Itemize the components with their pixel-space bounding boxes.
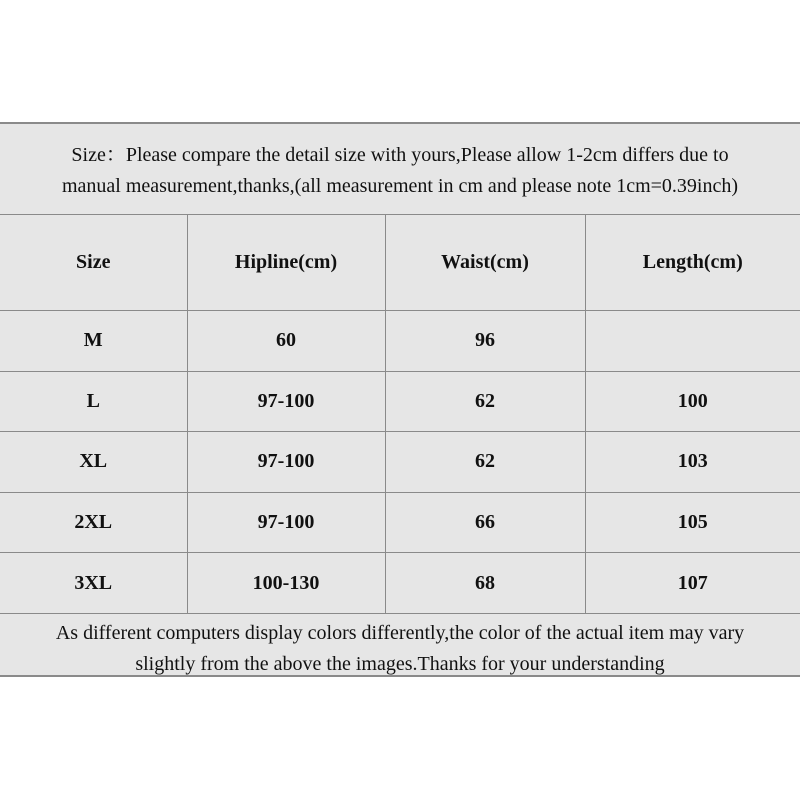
- cell-hipline: 97-100: [187, 432, 385, 493]
- cell-hipline: 60: [187, 311, 385, 372]
- cell-size: L: [0, 371, 187, 432]
- table-row: [0, 311, 800, 372]
- header-size: Size: [0, 215, 187, 311]
- cell-hipline: 97-100: [187, 492, 385, 553]
- size-note: [0, 140, 800, 202]
- cell-size: 3XL: [0, 553, 187, 614]
- table-row: [0, 371, 800, 432]
- cell-waist: 62: [385, 371, 585, 432]
- cell-size: M: [0, 311, 187, 372]
- color-disclaimer-line-1: As different computers display colors differently,the color of the actual item may vary: [55, 622, 745, 644]
- cell-length: 105: [585, 492, 800, 553]
- cell-length: 103: [585, 432, 800, 493]
- header-length: Length(cm): [585, 215, 800, 311]
- table-row: [0, 553, 800, 614]
- color-disclaimer: [0, 618, 800, 680]
- cell-hipline: 100-130: [187, 553, 385, 614]
- cell-waist: 96: [385, 311, 585, 372]
- cell-waist: 66: [385, 492, 585, 553]
- cell-hipline: 97-100: [187, 371, 385, 432]
- color-disclaimer-line-2: slightly from the above the images.Thanks for your understanding: [135, 653, 665, 675]
- cell-length: 100: [585, 371, 800, 432]
- cell-length: 107: [585, 553, 800, 614]
- cell-waist: 62: [385, 432, 585, 493]
- size-note-line-1: Size：Please compare the detail size with yours,Please allow 1-2cm differs due to: [71, 144, 729, 166]
- header-hipline: Hipline(cm): [187, 215, 385, 311]
- size-table: [0, 214, 800, 614]
- size-chart: [0, 122, 800, 677]
- header-waist: Waist(cm): [385, 215, 585, 311]
- table-row: [0, 432, 800, 493]
- cell-waist: 68: [385, 553, 585, 614]
- cell-size: 2XL: [0, 492, 187, 553]
- size-note-line-2: manual measurement,thanks,(all measurement in cm and please note 1cm=0.39inch): [61, 175, 739, 197]
- table-header-row: [0, 215, 800, 311]
- cell-size: XL: [0, 432, 187, 493]
- cell-length: [585, 311, 800, 372]
- table-row: [0, 492, 800, 553]
